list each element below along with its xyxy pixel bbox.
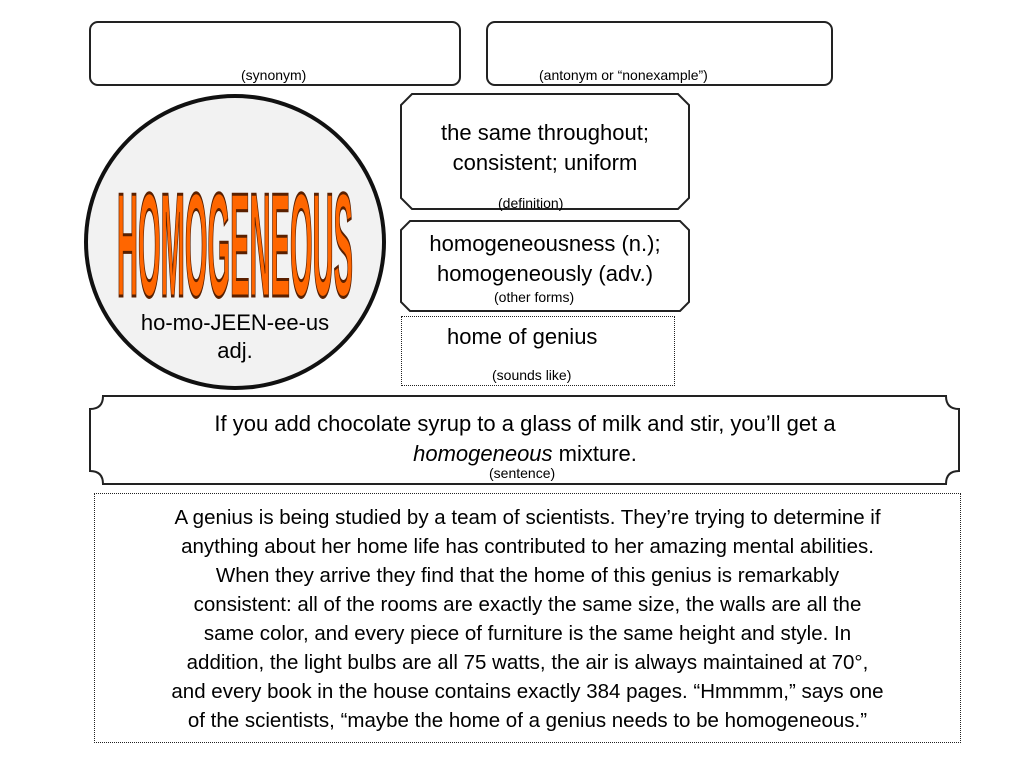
other-forms-line-2: homogeneously (adv.): [436, 261, 654, 286]
sounds-like-text: home of genius: [447, 324, 598, 349]
part-of-speech: adj.: [217, 338, 253, 363]
other-forms-text: [400, 229, 690, 289]
sentence-text: [120, 409, 930, 469]
definition-line-2: consistent; uniform: [452, 150, 638, 175]
other-forms-caption: (other forms): [494, 289, 575, 305]
story-line: same color, and every piece of furniture is the same height and style. In: [203, 622, 852, 645]
synonym-caption: (synonym): [241, 67, 307, 83]
story-line: When they arrive they find that the home of this genius is remarkably: [215, 564, 840, 587]
sentence-caption: (sentence): [489, 465, 556, 481]
story-line: A genius is being studied by a team of scientists. They’re trying to determine if: [174, 506, 881, 529]
pronunciation-text: ho-mo-JEEN-ee-us: [140, 310, 330, 335]
antonym-caption: (antonym or “nonexample”): [539, 67, 708, 83]
sounds-like-caption: (sounds like): [492, 367, 572, 383]
definition-line-1: the same throughout;: [441, 120, 649, 145]
other-forms-line-1: homogeneousness (n.);: [429, 231, 661, 256]
pronunciation-block: [110, 309, 360, 365]
story-line: consistent: all of the rooms are exactly the same size, the walls are all the: [193, 593, 862, 616]
sentence-emphasis: homogeneous: [413, 441, 553, 466]
sentence-before: If you add chocolate syrup to a glass of milk and stir, you’ll get a: [214, 411, 836, 436]
word-title-art: [112, 150, 358, 300]
story-line: and every book in the house contains exactly 384 pages. “Hmmmm,” says one: [171, 680, 884, 703]
word-title: HOMOGENEOUS: [117, 161, 354, 300]
story-line: of the scientists, “maybe the home of a genius needs to be homogeneous.”: [187, 709, 868, 732]
story-line: anything about her home life has contributed to her amazing mental abilities.: [181, 535, 874, 558]
definition-text: [400, 118, 690, 178]
sentence-after: mixture.: [552, 441, 637, 466]
definition-caption: (definition): [498, 195, 564, 211]
story-line: addition, the light bulbs are all 75 watts, the air is always maintained at 70°,: [186, 651, 869, 674]
story-text: [96, 503, 959, 735]
